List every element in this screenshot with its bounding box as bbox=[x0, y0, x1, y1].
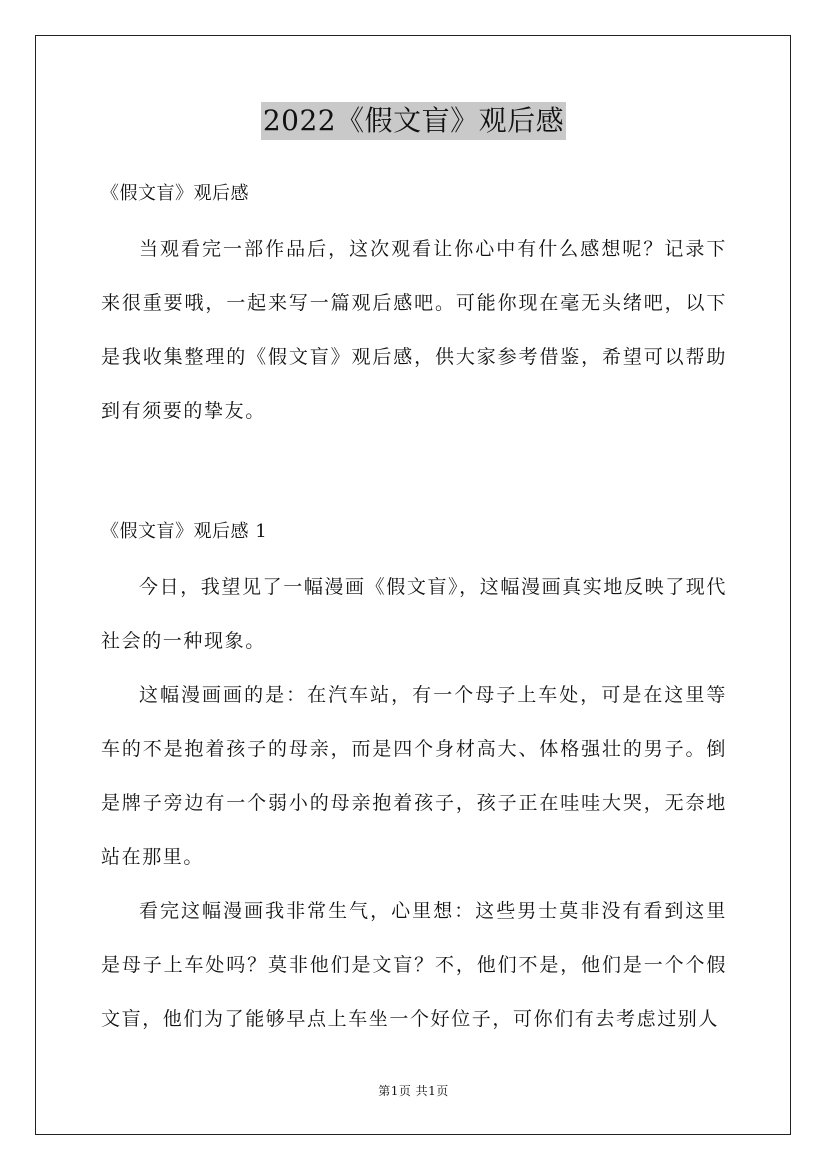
title-container bbox=[0, 102, 827, 140]
page-number-label: 第1页 共1页 bbox=[378, 1084, 449, 1098]
document-title: 2022《假文盲》观后感 bbox=[261, 102, 566, 140]
body-paragraph: 今日，我望见了一幅漫画《假文盲》，这幅漫画真实地反映了现代社会的一种现象。 bbox=[101, 576, 727, 652]
intro-paragraph: 当观看完一部作品后，这次观看让你心中有什么感想呢？记录下来很重要哦，一起来写一篇观后感吧。可能你现在毫无头绪吧，以下是我收集整理的《假文盲》观后感，供大家参考借鉴，希望可以帮助到有须要的挚友。 bbox=[101, 238, 727, 422]
body-paragraph: 这幅漫画画的是：在汽车站，有一个母子上车处，可是在这里等车的不是抱着孩子的母亲，而是四个身材高大、体格强壮的男子。倒是牌子旁边有一个弱小的母亲抱着孩子，孩子正在哇哇大哭，无奈地站在那里。 bbox=[101, 684, 727, 868]
page-footer bbox=[0, 1083, 827, 1099]
body-paragraph: 看完这幅漫画我非常生气，心里想：这些男士莫非没有看到这里是母子上车处吗？莫非他们是文盲？不，他们不是，他们是一个个假文盲，他们为了能够早点上车坐一个好位子，可你们有去考虑过别人 bbox=[101, 900, 727, 1030]
section-heading: 《假文盲》观后感 1 bbox=[101, 521, 268, 542]
document-subtitle: 《假文盲》观后感 bbox=[101, 183, 249, 204]
document-body bbox=[101, 174, 727, 1046]
